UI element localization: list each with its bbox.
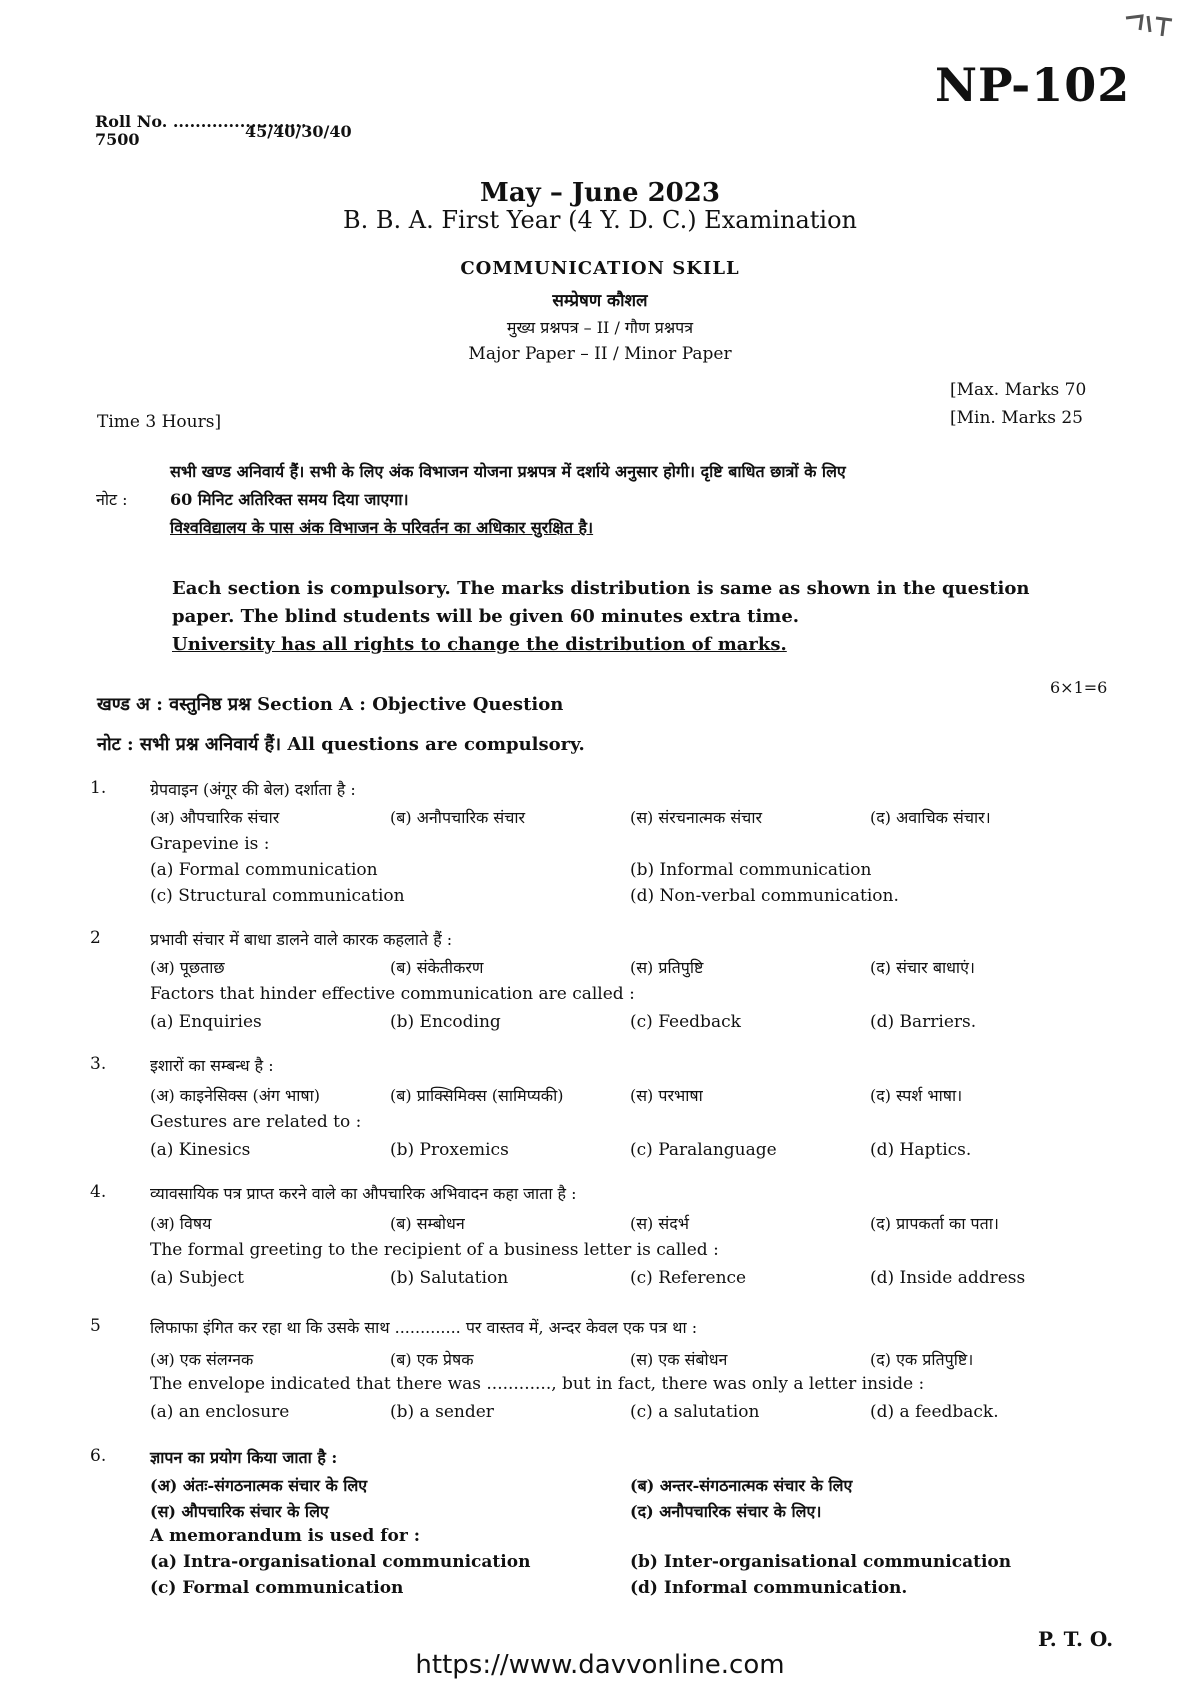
option-hindi: (ब) संकेतीकरण — [390, 958, 484, 977]
option-hindi: (स) संदर्भ — [630, 1214, 689, 1233]
option-hindi: (अ) एक संलग्नक — [150, 1350, 254, 1369]
option-hindi: (द) एक प्रतिपुष्टि। — [870, 1350, 974, 1369]
question-number: 5 — [90, 1316, 101, 1336]
question-text-hindi: प्रभावी संचार में बाधा डालने वाले कारक कहलाते हैं : — [150, 930, 453, 949]
option-hindi: (अ) अंतः-संगठनात्मक संचार के लिए — [150, 1476, 368, 1495]
option-hindi: (स) औपचारिक संचार के लिए — [150, 1502, 329, 1521]
section-marks: 6×1=6 — [1050, 678, 1108, 697]
option-english: (d) Informal communication. — [630, 1578, 908, 1598]
question-text-english: Grapevine is : — [150, 834, 270, 854]
option-english: (c) Paralanguage — [630, 1140, 777, 1160]
option-hindi: (द) संचार बाधाएं। — [870, 958, 975, 977]
option-hindi: (अ) विषय — [150, 1214, 212, 1233]
option-hindi: (स) एक संबोधन — [630, 1350, 728, 1369]
max-marks: [Max. Marks 70 — [950, 380, 1087, 400]
section-title: खण्ड अ : वस्तुनिष्ठ प्रश्न Section A : Objective Question — [97, 694, 564, 715]
subject-english: COMMUNICATION SKILL — [460, 258, 740, 279]
option-english: (b) Salutation — [390, 1268, 509, 1288]
question-number: 1. — [90, 778, 107, 798]
roll-block — [95, 112, 352, 149]
option-hindi: (स) प्रतिपुष्टि — [630, 958, 704, 977]
option-english: (b) Inter-organisational communication — [630, 1552, 1012, 1572]
option-hindi: (ब) सम्बोधन — [390, 1214, 465, 1233]
option-english: (b) Encoding — [390, 1012, 501, 1032]
option-hindi: (स) संरचनात्मक संचार — [630, 808, 763, 827]
question-number: 2 — [90, 928, 101, 948]
option-english: (a) Formal communication — [150, 860, 378, 880]
question-text-hindi: व्यावसायिक पत्र प्राप्त करने वाले का औपचारिक अभिवादन कहा जाता है : — [150, 1184, 577, 1203]
option-english: (c) Formal communication — [150, 1578, 404, 1598]
option-hindi: (अ) पूछताछ — [150, 958, 225, 977]
question-text-hindi: ज्ञापन का प्रयोग किया जाता है : — [150, 1448, 338, 1467]
option-hindi: (द) अवाचिक संचार। — [870, 808, 991, 827]
option-hindi: (अ) औपचारिक संचार — [150, 808, 280, 827]
paper-type-hindi: मुख्य प्रश्नपत्र – II / गौण प्रश्नपत्र — [506, 318, 694, 337]
question-text-english: The formal greeting to the recipient of a business letter is called : — [150, 1240, 719, 1260]
note-hindi — [170, 458, 1130, 542]
source-url[interactable]: https://www.davvonline.com — [415, 1650, 785, 1680]
section-note: नोट : सभी प्रश्न अनिवार्य हैं। All questions are compulsory. — [97, 734, 585, 755]
note-english-line-3: University has all rights to change the distribution of marks. — [172, 634, 787, 655]
option-hindi: (द) स्पर्श भाषा। — [870, 1086, 963, 1105]
option-english: (a) Kinesics — [150, 1140, 251, 1160]
option-hindi: (द) प्रापकर्ता का पता। — [870, 1214, 999, 1233]
option-english: (c) a salutation — [630, 1402, 760, 1422]
option-hindi: (ब) एक प्रेषक — [390, 1350, 474, 1369]
option-english: (d) Haptics. — [870, 1140, 972, 1160]
option-english: (d) Barriers. — [870, 1012, 977, 1032]
corner-stamp-logo — [1120, 10, 1180, 50]
question-text-english: The envelope indicated that there was ............, but in fact, there was only a letter inside : — [150, 1374, 925, 1394]
question-text-english: Factors that hinder effective communication are called : — [150, 984, 635, 1004]
option-english: (c) Feedback — [630, 1012, 741, 1032]
question-text-english: A memorandum is used for : — [150, 1526, 421, 1546]
exam-title: B. B. A. First Year (4 Y. D. C.) Examination — [343, 206, 857, 234]
note-hindi-line-1: सभी खण्ड अनिवार्य हैं। सभी के लिए अंक विभाजन योजना प्रश्नपत्र में दर्शाये अनुसार होगी। दृष्टि बाधित छात्रों के लिए — [170, 462, 846, 481]
option-hindi: (ब) अनौपचारिक संचार — [390, 808, 526, 827]
question-number: 3. — [90, 1054, 107, 1074]
min-marks: [Min. Marks 25 — [950, 408, 1083, 428]
question-text-hindi: ग्रेपवाइन (अंगूर की बेल) दर्शाता है : — [150, 780, 356, 799]
option-english: (b) a sender — [390, 1402, 494, 1422]
subject-hindi: सम्प्रेषण कौशल — [552, 291, 648, 311]
option-hindi: (ब) अन्तर-संगठनात्मक संचार के लिए — [630, 1476, 853, 1495]
question-text-english: Gestures are related to : — [150, 1112, 362, 1132]
note-label: नोट : — [96, 490, 128, 509]
note-english-line-2: paper. The blind students will be given 60 minutes extra time. — [172, 606, 800, 627]
roll-number-label: Roll No. ........................ — [95, 112, 307, 131]
option-english: (c) Reference — [630, 1268, 747, 1288]
note-hindi-line-2: 60 मिनिट अतिरिक्त समय दिया जाएगा। — [170, 490, 409, 509]
option-english: (d) Inside address — [870, 1268, 1026, 1288]
paper-type-english: Major Paper – II / Minor Paper — [468, 344, 732, 364]
option-hindi: (अ) काइनेसिक्स (अंग भाषा) — [150, 1086, 321, 1105]
question-text-hindi: लिफाफा इंगित कर रहा था कि उसके साथ ............. पर वास्तव में, अन्दर केवल एक पत्र था : — [150, 1318, 698, 1337]
question-number: 6. — [90, 1446, 107, 1466]
note-english-line-1: Each section is compulsory. The marks distribution is same as shown in the question — [172, 578, 1030, 599]
option-english: (b) Informal communication — [630, 860, 872, 880]
option-english: (a) an enclosure — [150, 1402, 290, 1422]
roll-count: 7500 — [95, 130, 140, 149]
option-english: (d) Non-verbal communication. — [630, 886, 899, 906]
option-english: (a) Subject — [150, 1268, 244, 1288]
marks-block — [950, 376, 1086, 432]
question-text-hindi: इशारों का सम्बन्ध है : — [150, 1056, 274, 1075]
exam-session: May – June 2023 — [480, 178, 720, 208]
option-english: (a) Enquiries — [150, 1012, 262, 1032]
option-english: (b) Proxemics — [390, 1140, 509, 1160]
time-allowed: Time 3 Hours] — [97, 412, 222, 432]
option-english: (c) Structural communication — [150, 886, 405, 906]
note-english — [172, 575, 1132, 659]
option-hindi: (द) अनौपचारिक संचार के लिए। — [630, 1502, 822, 1521]
paper-code: NP-102 — [935, 58, 1131, 112]
option-hindi: (स) परभाषा — [630, 1086, 703, 1105]
note-hindi-line-3: विश्वविद्यालय के पास अंक विभाजन के परिवर्तन का अधिकार सुरक्षित है। — [170, 518, 594, 537]
option-hindi: (ब) प्राक्सिमिक्स (सामिप्यकी) — [390, 1086, 564, 1105]
option-english: (a) Intra-organisational communication — [150, 1552, 531, 1572]
option-english: (d) a feedback. — [870, 1402, 999, 1422]
question-number: 4. — [90, 1182, 107, 1202]
roll-codes: 45/40/30/40 — [245, 122, 352, 141]
please-turn-over: P. T. O. — [1038, 1627, 1114, 1651]
